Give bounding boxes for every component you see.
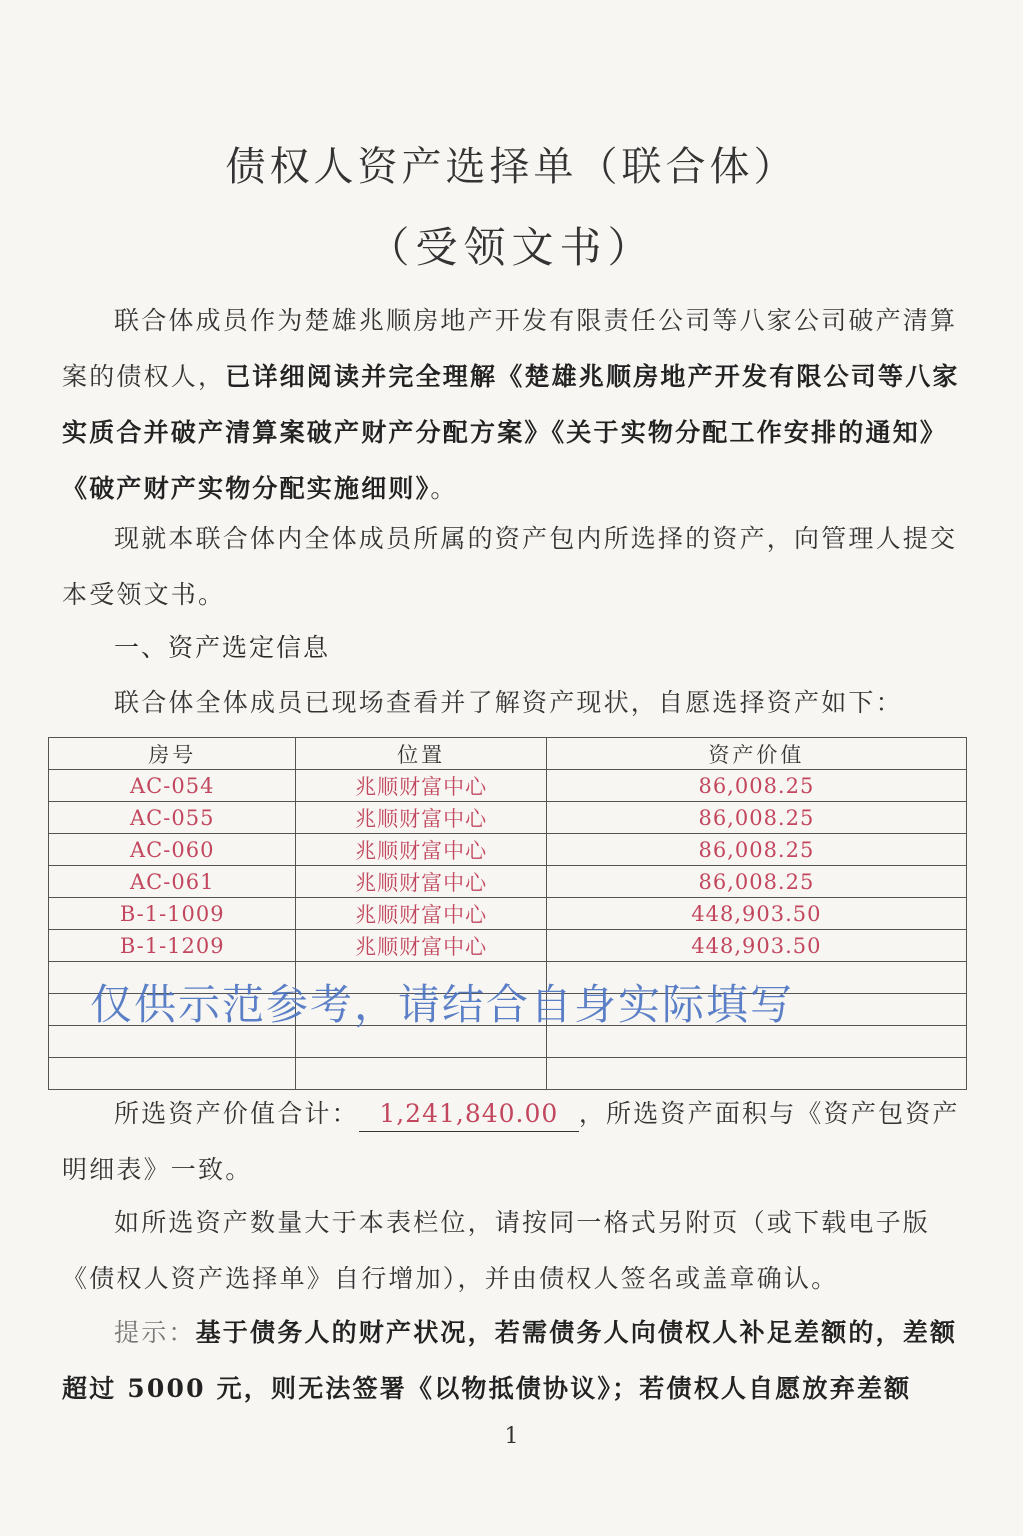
header-value: 资产价值	[546, 738, 966, 770]
table-row	[49, 866, 967, 898]
cell-room: B-1-1009	[49, 898, 296, 930]
total-paragraph	[62, 1086, 962, 1198]
sample-watermark: 仅供示范参考，请结合自身实际填写	[90, 980, 795, 1029]
table-header-row	[49, 738, 967, 770]
total-value: 1,241,840.00	[359, 1097, 579, 1132]
table-row	[49, 770, 967, 802]
section1-intro: 联合体全体成员已现场查看并了解资产现状，自愿选择资产如下：	[114, 688, 903, 717]
cell-room: AC-055	[49, 802, 296, 834]
cell-value: 448,903.50	[546, 898, 966, 930]
cell-value: 86,008.25	[546, 770, 966, 802]
cell-room: AC-054	[49, 770, 296, 802]
page-number: 1	[504, 1424, 519, 1449]
cell-value: 86,008.25	[546, 834, 966, 866]
table-row-empty	[49, 1058, 967, 1090]
cell-location: 兆顺财富中心	[296, 866, 546, 898]
asset-table	[48, 737, 967, 1090]
header-location: 位置	[296, 738, 546, 770]
table-row	[49, 898, 967, 930]
table-row	[49, 834, 967, 866]
extra-note-paragraph: 如所选资产数量大于本表栏位，请按同一格式另附页（或下载电子版《债权人资产选择单》自行增加），并由债权人签名或盖章确认。	[62, 1208, 931, 1293]
hint-paragraph	[62, 1305, 962, 1417]
cell-location: 兆顺财富中心	[296, 802, 546, 834]
intro-plain-text: 联合体成员作为楚雄兆顺房地产开发有限责任公司等八家公司破产清算案的债权人，	[62, 306, 958, 391]
cell-room: B-1-1209	[49, 930, 296, 962]
cell-room: AC-060	[49, 834, 296, 866]
table-row	[49, 930, 967, 962]
intro-bold-text: 已详细阅读并完全理解《楚雄兆顺房地产开发有限公司等八家实质合并破产清算案破产财产分配方案》《关于实物分配工作安排的通知》《破产财产实物分配实施细则》	[62, 362, 960, 503]
cell-value: 448,903.50	[546, 930, 966, 962]
hint-label: 提示：	[114, 1318, 196, 1347]
document-subtitle: （受领文书）	[367, 223, 656, 272]
submit-paragraph: 现就本联合体内全体成员所属的资产包内所选择的资产，向管理人提交本受领文书。	[62, 524, 958, 609]
cell-value: 86,008.25	[546, 866, 966, 898]
hint-text: 基于债务人的财产状况，若需债务人向债权人补足差额的，差额超过 5000 元，则无法签署《以物抵债协议》；若债权人自愿放弃差额	[62, 1318, 958, 1403]
intro-paragraph	[62, 293, 962, 517]
section1-heading: 一、资产选定信息	[114, 633, 331, 662]
cell-location: 兆顺财富中心	[296, 834, 546, 866]
cell-value: 86,008.25	[546, 802, 966, 834]
table-row	[49, 802, 967, 834]
cell-room: AC-061	[49, 866, 296, 898]
cell-location: 兆顺财富中心	[296, 898, 546, 930]
header-room: 房号	[49, 738, 296, 770]
total-suffix: ，所选资产面积与《资产包资产明细表》一致。	[62, 1099, 960, 1184]
total-label: 所选资产价值合计：	[114, 1099, 359, 1128]
intro-end-text: 。	[430, 474, 458, 503]
cell-location: 兆顺财富中心	[296, 930, 546, 962]
cell-location: 兆顺财富中心	[296, 770, 546, 802]
document-title: 债权人资产选择单（联合体）	[225, 144, 798, 190]
